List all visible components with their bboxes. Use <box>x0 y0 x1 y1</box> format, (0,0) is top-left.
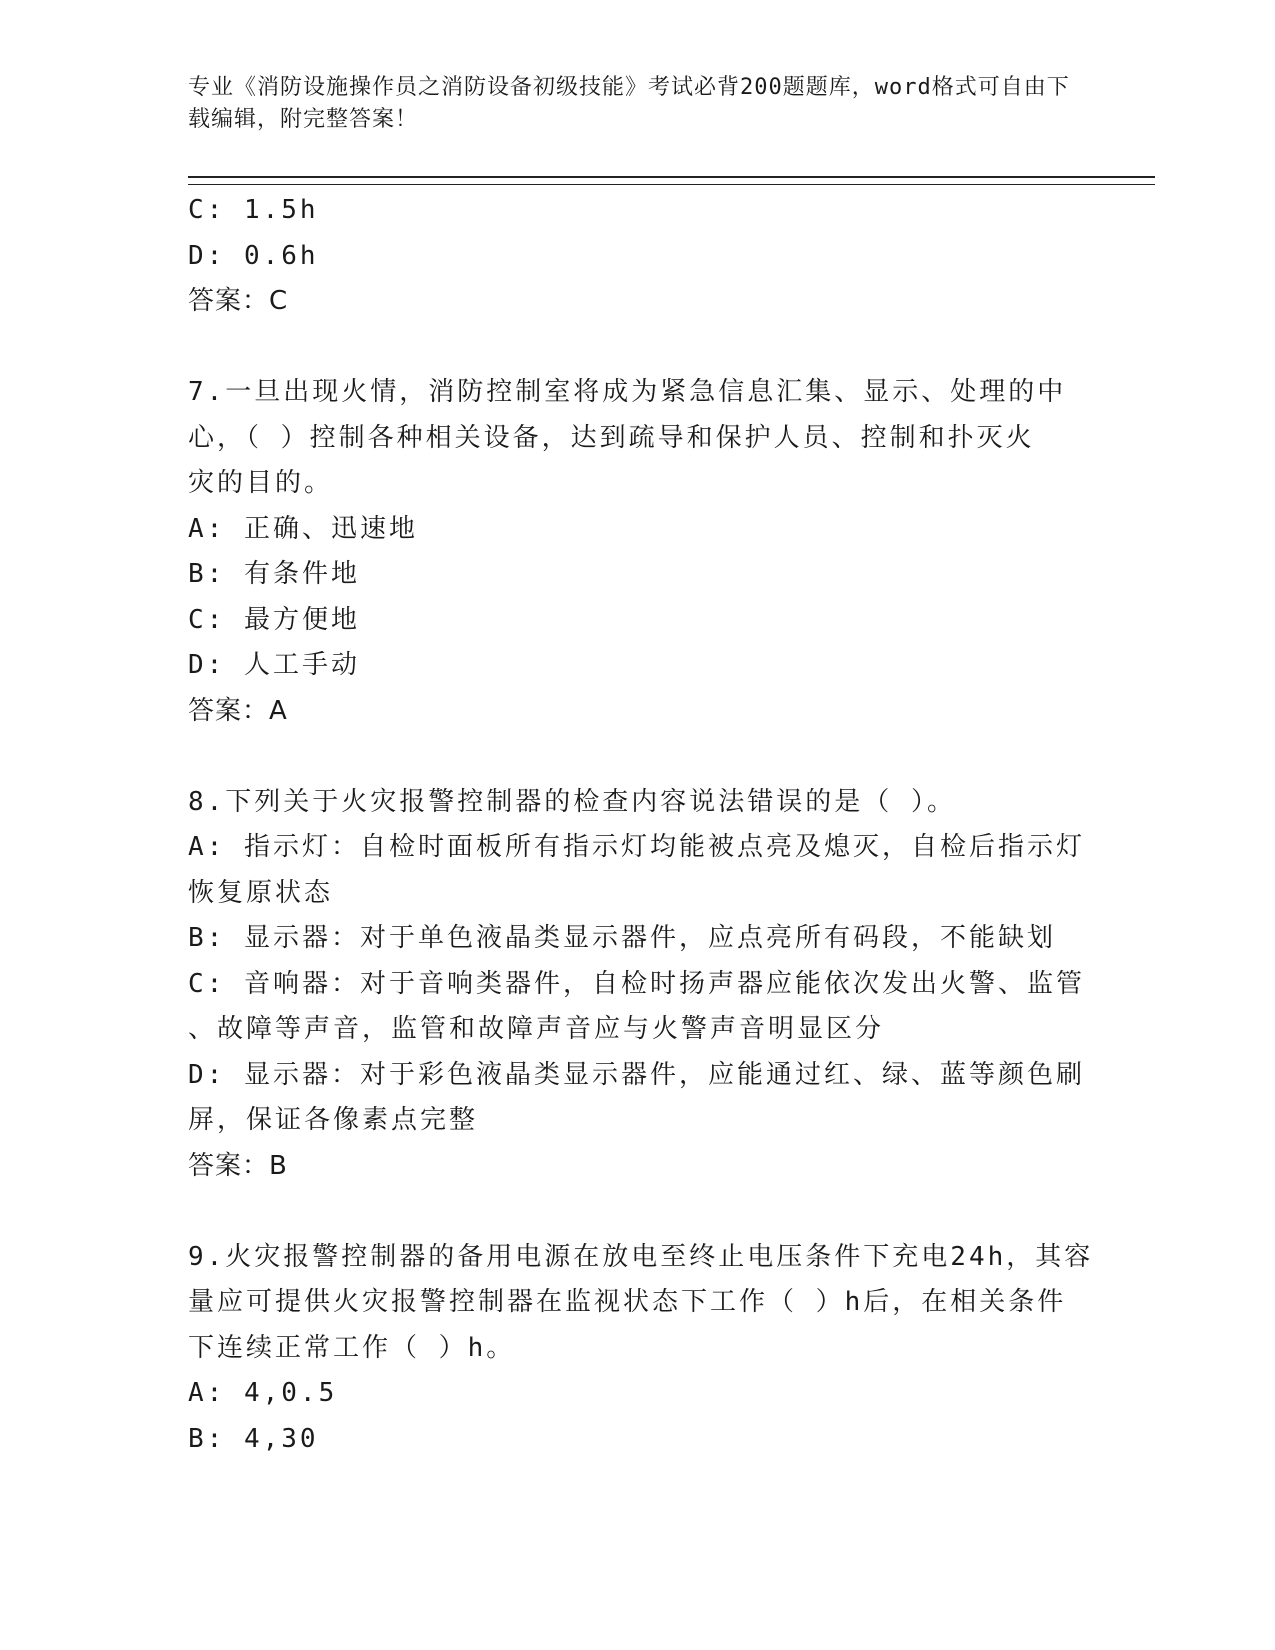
option-c: C: 音响器：对于音响类器件，自检时扬声器应能依次发出火警、监管 <box>188 968 1085 999</box>
question-stem: 7.一旦出现火情，消防控制室将成为紧急信息汇集、显示、处理的中 <box>188 377 1067 407</box>
option-d: D: 显示器：对于彩色液晶类显示器件，应能通过红、绿、蓝等颜色刷 <box>188 1059 1085 1090</box>
question-9 <box>188 1235 1094 1463</box>
header-title: 专业《消防设施操作员之消防设备初级技能》考试必背200题题库，word格式可自由下载编辑，附完整答案！ <box>188 75 1070 132</box>
option-a: A: 正确、迅速地 <box>188 513 418 544</box>
option-c-continued: 、故障等声音，监管和故障声音应与火警声音明显区分 <box>188 1014 885 1044</box>
answer: 答案：C <box>188 286 289 316</box>
option-b: B: 有条件地 <box>188 559 360 589</box>
question-stem: 下连续正常工作（ ）h。 <box>188 1332 516 1363</box>
spacer <box>188 1189 1088 1235</box>
question-content <box>188 188 1094 1462</box>
option-b: B: 显示器：对于单色液晶类显示器件，应点亮所有码段，不能缺划 <box>188 923 1056 953</box>
question-8 <box>188 780 1088 1190</box>
option-b: B: 4,30 <box>188 1423 319 1454</box>
answer: 答案：B <box>188 1150 288 1181</box>
spacer <box>188 325 1088 371</box>
option-a: A: 指示灯：自检时面板所有指示灯均能被点亮及熄灭，自检后指示灯 <box>188 832 1085 862</box>
option-c: C: 1.5h <box>188 195 319 225</box>
question-6-tail <box>188 188 1088 325</box>
spacer <box>188 734 1088 780</box>
question-stem: 9.火灾报警控制器的备用电源在放电至终止电压条件下充电24h，其容 <box>188 1241 1094 1272</box>
option-c: C: 最方便地 <box>188 604 360 635</box>
option-d: D: 人工手动 <box>188 650 360 680</box>
option-d-continued: 屏，保证各像素点完整 <box>188 1105 479 1135</box>
question-stem: 8.下列关于火灾报警控制器的检查内容说法错误的是（ ）。 <box>188 786 956 817</box>
question-stem: 量应可提供火灾报警控制器在监视状态下工作（ ）h后，在相关条件 <box>188 1287 1067 1317</box>
document-header <box>188 72 1078 136</box>
question-stem: 灾的目的。 <box>188 468 334 498</box>
header-divider <box>188 176 1155 185</box>
answer: 答案：A <box>188 695 288 726</box>
question-stem: 心，（ ）控制各种相关设备，达到疏导和保护人员、控制和扑灭火 <box>188 422 1035 453</box>
question-7 <box>188 370 1088 734</box>
option-d: D: 0.6h <box>188 240 319 271</box>
option-a: A: 4,0.5 <box>188 1378 338 1408</box>
option-a-continued: 恢复原状态 <box>188 877 334 908</box>
